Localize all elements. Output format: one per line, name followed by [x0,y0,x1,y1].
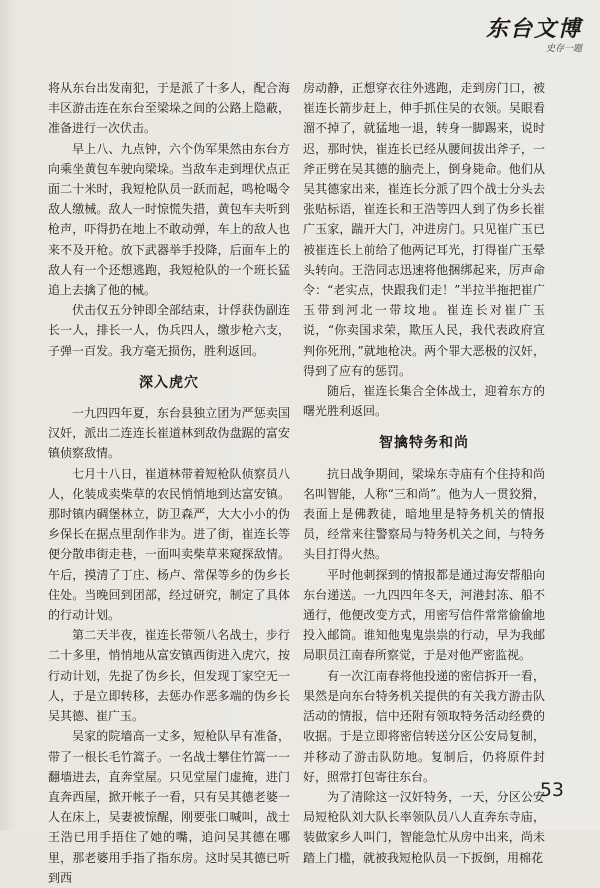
paragraph: 为了清除这一汉奸特务，一天，分区公安局短枪队刘大队长率领队员八人直奔东寺庙，装做家乡人叫门，智能急忙从房中出来，尚未踏上门槛，就被我短枪队员一下扳倒，用棉花 [303,789,545,865]
section-heading: 深入虎穴 [139,374,199,391]
masthead-signature: 史存一题 [545,44,582,54]
paragraph: 吴家的院墙高一丈多，短枪队早有准备，带了一根长毛竹篙子。一名战士攀住竹篙一一翻墙进去，直奔堂屋。只见堂屋门虚掩，进门直奔西屋，掀开帐子一看，只有吴其德老婆一人在床上，吴妻被惊醒，刚要张口喊叫，战士王浩已用手捂住了她的嘴，追问吴其德在哪里，那老婆用手指了指东房。这时吴其德已听到西 [48,729,290,885]
left-column [48,78,290,888]
paragraph: 有一次江南春将他投递的密信拆开一看，果然是向东台特务机关提供的有关我方游击队活动的情报，信中还附有领取特务活动经费的收据。于是立即将密信转送分区公安局复制，并移动了游击队防地。复制后，仍将原件封好，照常打包寄往东台。 [303,668,545,784]
right-column [303,78,545,868]
paragraph: 房动静，正想穿衣往外逃跑，走到房门口，被崔连长箭步赶上，伸手抓住吴的衣领。吴眼看溜不掉了，就猛地一退，转身一脚踢来，说时迟，那时快，崔连长已经从腰间拔出斧子，一斧正劈在吴其德的脑壳上，倒身毙命。他们从吴其德家出来，崔连长分派了四个战士分头去张贴标语，崔连长和王浩等四人到了伪乡长崔广玉家，踹开大门，冲进房门。只见崔广玉已被崔连长上前给了他两记耳光，打得崔广玉晕头转向。王浩同志迅速将他捆绑起来，厉声命令：“老实点，快跟我们走！”半拉半拖把崔广玉带到河北一带坟地。崔连长对崔广玉说，“你卖国求荣，欺压人民，我代表政府宣判你死刑，”就地枪决。两个罪大恶极的汉奸，得到了应有的惩罚。 [303,81,545,378]
paragraph: 平时他刺探到的情报都是通过海安帮船向东台递送。一九四四年冬天，河港封冻、船不通行，他便改变方式，用密写信件常常偷偷地投入邮筒。谁知他鬼鬼祟祟的行动，早为我邮局职员江南春所察觉，于是对他严密监视。 [303,567,545,663]
paragraph: 随后，崔连长集合全体战士，迎着东方的曙光胜利返回。 [303,384,545,419]
paragraph: 伏击仅五分钟即全部结束，计俘获伪副连长一人，排长一人，伪兵四人，缴步枪六支，子弹一百发。我方毫无损伤，胜利返回。 [48,303,290,358]
paragraph: 抗日战争期间，梁垛东寺庙有个住持和尚名叫智能，人称“三和尚”。他为人一贯狡猾，表面上是佛教徒，暗地里是特务机关的情报员，经常来往警察局与特务机关之间，与特务头目打得火热。 [303,466,545,562]
paragraph: 第二天半夜，崔连长带领八名战士，步行二十多里，悄悄地从富安镇西街进入虎穴，按行动计划，先捉了伪乡长，但发现丁家空无一人，于是立即转移，去惩办作恶多端的伪乡长吴其德、崔广玉。 [48,628,290,724]
paragraph: 七月十八日，崔道林带着短枪队侦察员八人，化装成卖柴草的农民悄悄地到达富安镇。那时镇内碉堡林立，防卫森严，大大小小的伪乡保长在据点里刮作非为。进了街，崔连长等便分散串街走巷，一面叫卖柴草来窥探敌情。午后，摸清了丁庄、杨卢、常保等乡的伪乡长住处。当晚回到团部，经过研究，制定了具体的行动计划。 [48,466,290,623]
paragraph: 将从东台出发南犯，于是派了十多人，配合海丰区游击连在东台至梁垛之间的公路上隐蔽，准备进行一次伏击。 [48,81,290,136]
paragraph: 一九四四年夏，东台县独立团为严惩卖国汉奸，派出二连连长崔道林到敌伪盘踞的富安镇侦察敌情。 [48,406,290,461]
paragraph: 早上八、九点钟，六个伪军果然由东台方向乘坐黄包车驶向梁垛。当敌车走到埋伏点正面二十米时，我短枪队员一跃而起，鸣枪喝令敌人缴械。敌人一时惊慌失措，黄包车夫听到枪声，吓得扔在地上不敢动弹，车上的敌人也来不及开枪。放下武器举手投降，后面车上的敌人有一个还想逃跑，我短枪队的一个班长猛追上去擒了他的械。 [48,141,290,298]
page-number: 53 [539,779,564,801]
section-heading: 智擒特务和尚 [379,435,469,452]
masthead-brand: 东台文博 [485,16,582,42]
masthead [486,12,582,54]
